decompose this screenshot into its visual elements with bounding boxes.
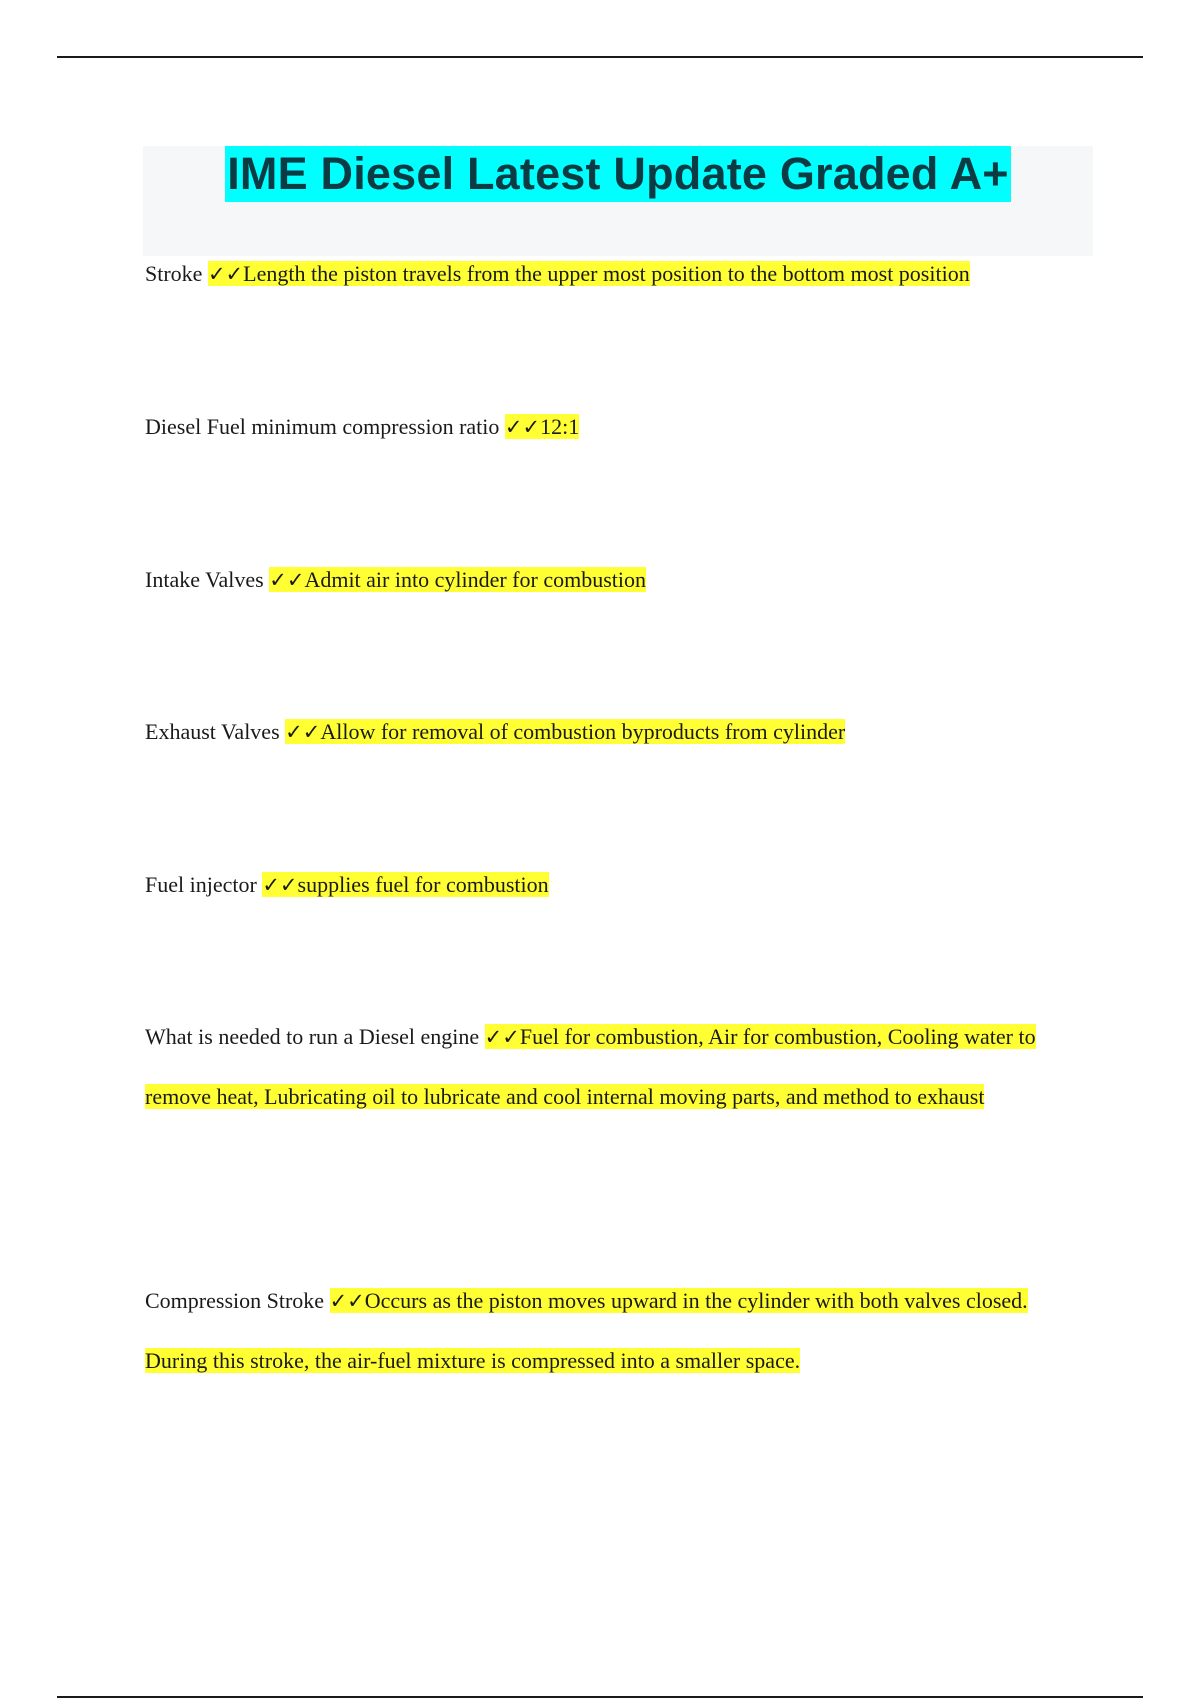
qa-entry-compression-ratio — [145, 397, 1075, 457]
entry-term: Fuel injector — [145, 872, 257, 897]
double-check-icon: ✓✓ — [269, 568, 305, 592]
double-check-icon: ✓✓ — [207, 262, 244, 286]
qa-entry-intake-valves — [145, 550, 1075, 610]
document-title-text: IME Diesel Latest Update Graded A+ — [225, 146, 1011, 202]
double-check-icon: ✓✓ — [484, 1025, 520, 1049]
entry-answer-text: Fuel for combustion, Air for combustion, Cooling water to remove heat, Lubricating oil to lubricate and cool internal moving parts, and method to exhaust — [145, 1024, 1036, 1109]
qa-entry-compression-stroke — [145, 1271, 1075, 1391]
qa-entry-diesel-requirements — [145, 1007, 1075, 1127]
qa-entry-fuel-injector — [145, 855, 1075, 915]
double-check-icon: ✓✓ — [285, 720, 321, 744]
entry-term: What is needed to run a Diesel engine — [145, 1024, 480, 1049]
qa-entry-exhaust-valves — [145, 702, 1075, 762]
document-title — [143, 146, 1093, 202]
footer-rule — [57, 1696, 1143, 1698]
double-check-icon: ✓✓ — [329, 1289, 365, 1313]
entry-answer — [208, 261, 970, 286]
title-banner — [143, 146, 1093, 256]
entry-answer-text: Occurs as the piston moves upward in the cylinder with both valves closed. During this stroke, the air-fuel mixture is compressed into a smaller space. — [145, 1288, 1028, 1373]
entry-answer — [505, 414, 579, 439]
entry-answer — [285, 719, 845, 744]
entry-answer-text: Length the piston travels from the upper most position to the bottom most position — [243, 261, 970, 286]
qa-entry-stroke — [145, 244, 1075, 304]
entry-term: Stroke — [145, 261, 203, 286]
entry-answer-text: Admit air into cylinder for combustion — [304, 567, 646, 592]
entry-term: Compression Stroke — [145, 1288, 325, 1313]
entry-answer-text: supplies fuel for combustion — [297, 872, 549, 897]
entry-term: Diesel Fuel minimum compression ratio — [145, 414, 500, 439]
entry-answer-text: 12:1 — [540, 414, 580, 439]
entry-term: Intake Valves — [145, 567, 264, 592]
double-check-icon: ✓✓ — [262, 873, 298, 897]
entry-answer — [269, 567, 646, 592]
header-rule — [57, 56, 1143, 58]
entry-term: Exhaust Valves — [145, 719, 280, 744]
entry-answer-text: Allow for removal of combustion byproducts from cylinder — [320, 719, 846, 744]
entry-answer — [262, 872, 548, 897]
double-check-icon: ✓✓ — [504, 415, 541, 439]
